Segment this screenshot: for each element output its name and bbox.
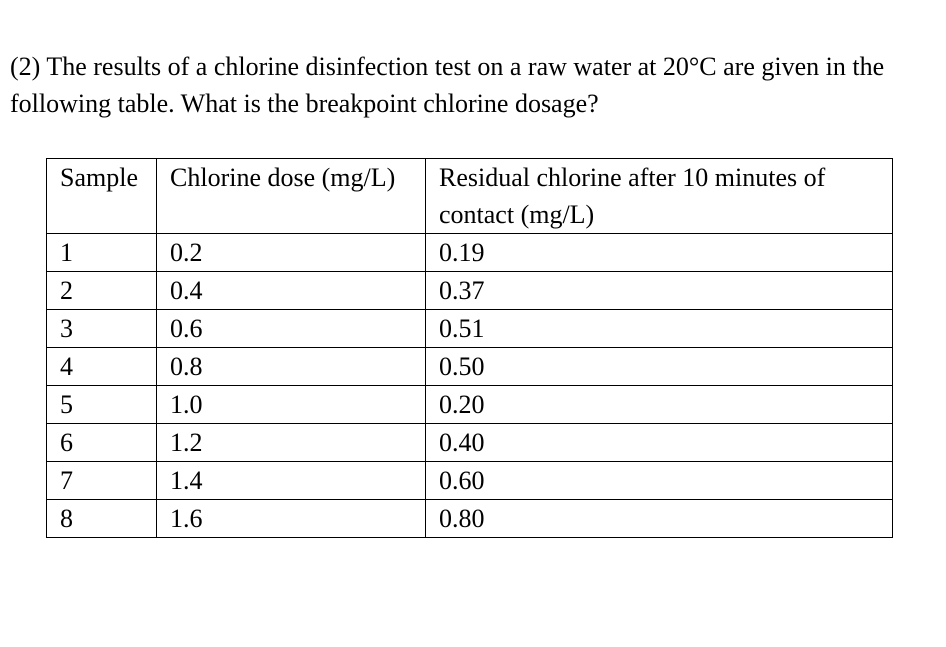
cell-sample: 1: [47, 234, 157, 272]
table-row: [47, 310, 893, 348]
cell-residual: 0.50: [426, 348, 893, 386]
cell-dose: 1.4: [157, 462, 426, 500]
header-sample: Sample: [47, 159, 157, 234]
cell-sample: 7: [47, 462, 157, 500]
cell-residual: 0.40: [426, 424, 893, 462]
cell-residual: 0.51: [426, 310, 893, 348]
cell-dose: 0.8: [157, 348, 426, 386]
cell-sample: 3: [47, 310, 157, 348]
cell-sample: 2: [47, 272, 157, 310]
table-header: [47, 159, 893, 234]
cell-sample: 6: [47, 424, 157, 462]
table-row: [47, 234, 893, 272]
table-row: [47, 462, 893, 500]
cell-residual: 0.37: [426, 272, 893, 310]
chlorine-test-table: [46, 158, 893, 538]
cell-residual: 0.20: [426, 386, 893, 424]
cell-sample: 4: [47, 348, 157, 386]
cell-dose: 1.2: [157, 424, 426, 462]
cell-residual: 0.80: [426, 500, 893, 538]
cell-residual: 0.19: [426, 234, 893, 272]
cell-dose: 0.6: [157, 310, 426, 348]
cell-sample: 8: [47, 500, 157, 538]
table-row: [47, 386, 893, 424]
cell-residual: 0.60: [426, 462, 893, 500]
table-row: [47, 424, 893, 462]
cell-dose: 1.0: [157, 386, 426, 424]
header-residual-chlorine: Residual chlorine after 10 minutes of contact (mg/L): [426, 159, 893, 234]
table-row: [47, 272, 893, 310]
header-chlorine-dose: Chlorine dose (mg/L): [157, 159, 426, 234]
table-row: [47, 348, 893, 386]
cell-dose: 1.6: [157, 500, 426, 538]
question-text: (2) The results of a chlorine disinfection test on a raw water at 20°C are given in the following table. What is the breakpoint chlorine dosage?: [10, 52, 885, 118]
cell-sample: 5: [47, 386, 157, 424]
cell-dose: 0.4: [157, 272, 426, 310]
table-body: [47, 234, 893, 538]
header-row: [47, 159, 893, 234]
table-row: [47, 500, 893, 538]
cell-dose: 0.2: [157, 234, 426, 272]
